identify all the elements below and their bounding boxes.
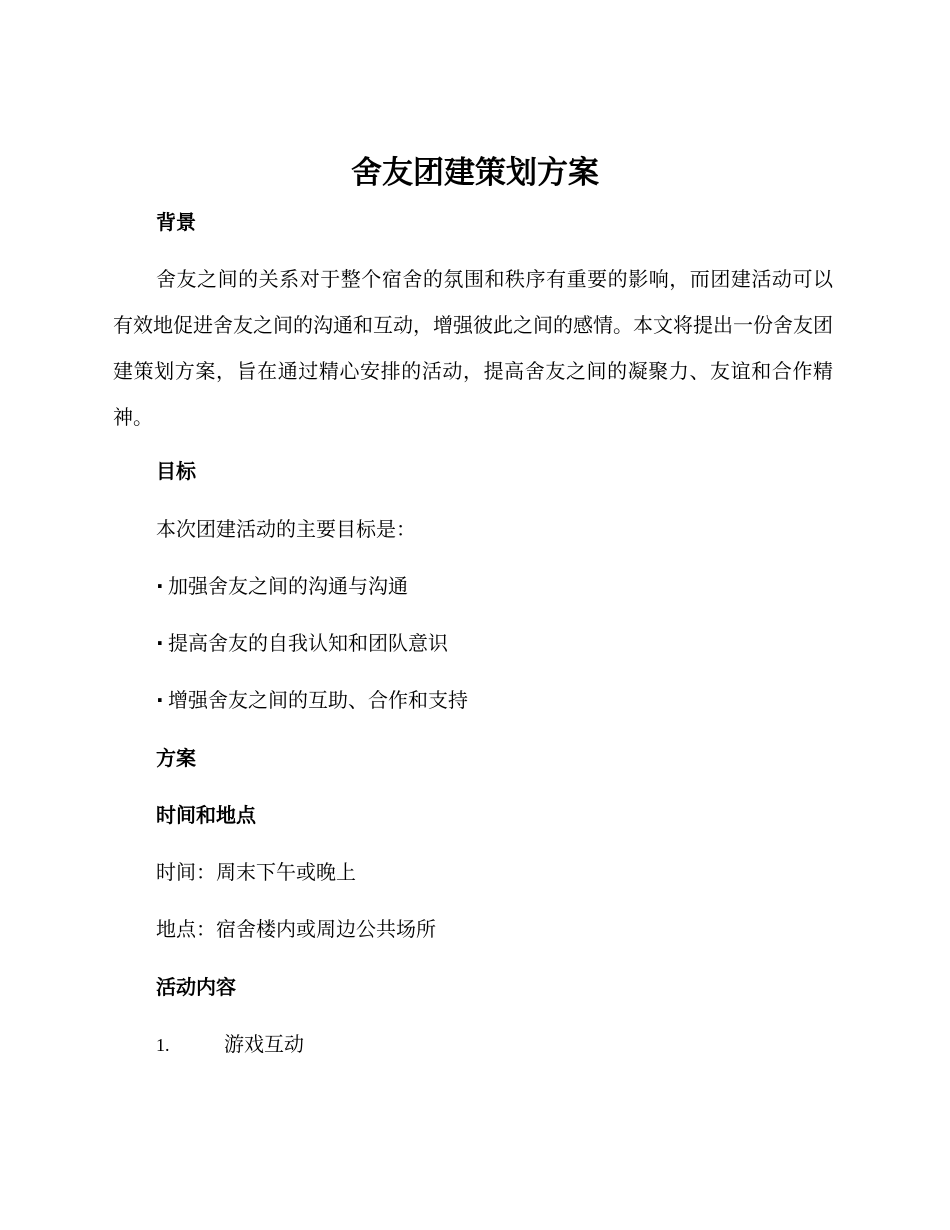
goal-list-item bbox=[156, 629, 448, 657]
goal-list-item bbox=[156, 686, 468, 714]
background-paragraph: 舍友之间的关系对于整个宿舍的氛围和秩序有重要的影响，而团建活动可以有效地促进舍友之间的沟通和互动，增强彼此之间的感情。本文将提出一份舍友团建策划方案，旨在通过精心安排的活动，提高舍友之间的凝聚力、友谊和合作精神。 bbox=[113, 267, 833, 429]
goal-list-item bbox=[156, 572, 408, 600]
activity-label: 游戏互动 bbox=[224, 1032, 304, 1056]
goal-item-text: 增强舍友之间的互助、合作和支持 bbox=[168, 688, 468, 712]
section-heading-background: 背景 bbox=[156, 210, 196, 234]
subheading-time-place: 时间和地点 bbox=[156, 803, 256, 827]
document-title: 舍友团建策划方案 bbox=[351, 155, 599, 191]
bullet-icon: · bbox=[156, 574, 164, 598]
section-heading-plan: 方案 bbox=[156, 746, 196, 770]
place-line: 地点：宿舍楼内或周边公共场所 bbox=[156, 917, 436, 941]
goal-item-text: 提高舍友的自我认知和团队意识 bbox=[168, 631, 448, 655]
activity-list-item bbox=[156, 1030, 304, 1059]
section-heading-goals: 目标 bbox=[156, 459, 196, 483]
bullet-icon: · bbox=[156, 631, 164, 655]
goals-intro: 本次团建活动的主要目标是： bbox=[156, 517, 416, 541]
activity-number: 1. bbox=[156, 1035, 170, 1055]
goal-item-text: 加强舍友之间的沟通与沟通 bbox=[168, 574, 408, 598]
time-line: 时间：周末下午或晚上 bbox=[156, 860, 356, 884]
subheading-activities: 活动内容 bbox=[156, 975, 236, 999]
bullet-icon: · bbox=[156, 688, 164, 712]
